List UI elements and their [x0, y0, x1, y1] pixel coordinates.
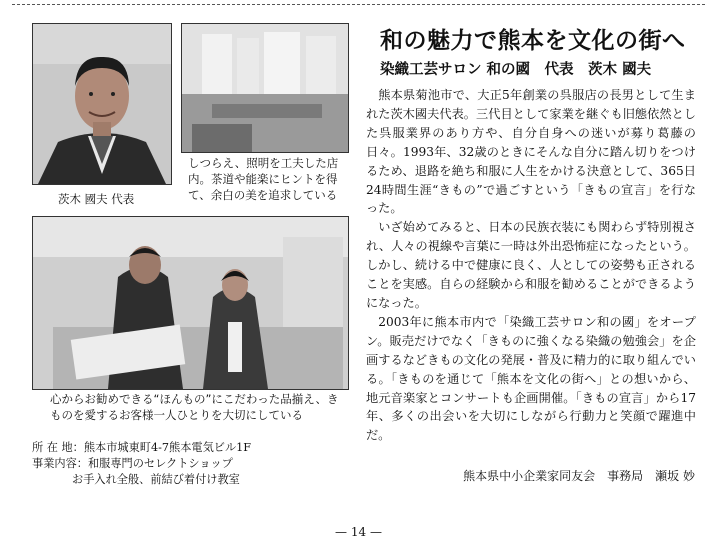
article-paragraph: 熊本県菊池市で、大正5年創業の呉服店の長男として生まれた茨木國夫代表。三代目として家業を継ぐも旧態依然とした呉服業界のあり方や、自分自身への迷いが募り葛藤の日々。1993年、32歳のときにそんな自分に踏ん切りをつけるため、退路を絶ち和服に人生をかける決意として、365日24時間生涯“きもの”で過ごすという「きもの宣言」を行なった。: [366, 88, 696, 216]
shop-caption: 心からお勧めできる“ほんもの”にこだわった品揃え、きものを愛するお客様一人ひとりを大切にしている: [50, 392, 339, 422]
shop-photo: [32, 216, 349, 390]
article-paragraph: いざ始めてみると、日本の民族衣装にも関わらず特別視され、人々の視線や言葉に一時は外出恐怖症になったという。しかし、続ける中で健康に良く、人としての姿勢も正されることを実感。自らの経験から和服を勧めることができるようになった。: [366, 220, 696, 310]
info-business-line1: 事業内容：和服専門のセレクトショップ: [32, 457, 233, 470]
article-title: 和の魅力で熊本を文化の街へ: [380, 27, 686, 54]
portrait-caption: 茨木 國夫 代表: [58, 192, 135, 206]
interior-photo: [181, 23, 349, 153]
info-business-line2: お手入れ全般、前結び着付け教室: [72, 473, 240, 486]
portrait-photo: [32, 23, 172, 185]
article-paragraph: 2003年に熊本市内で「染織工芸サロン和の國」をオープン。販売だけでなく「きものに強くなる染織の勉強会」を企画するなどきもの文化の発展・普及に精力的に取り組んでいる。「きものを通じて「熊本を文化の街へ」との想いから、地元音楽家とコンサートも企画開催。「きもの宣言」から17年、多くの出会いを大切にしながら行動力と笑顔で躍進中だ。: [366, 314, 696, 443]
info-address: 所 在 地：熊本市城東町4-7熊本電気ビル1F: [32, 441, 252, 454]
article-subtitle: 染織工芸サロン 和の國 代表 茨木 國夫: [380, 62, 652, 78]
interior-caption: しつらえ、照明を工夫した店内。茶道や能楽にヒントを得て、余白の美を追求している: [188, 156, 339, 202]
article-body: [366, 86, 696, 445]
article-author: 熊本県中小企業家同友会 事務局 瀬坂 妙: [463, 469, 695, 483]
interior-illustration: [182, 24, 348, 152]
portrait-illustration: [33, 24, 171, 184]
top-dashed-rule: [12, 4, 705, 5]
shop-illustration: [33, 217, 348, 389]
page-number: — 14 —: [335, 525, 382, 539]
